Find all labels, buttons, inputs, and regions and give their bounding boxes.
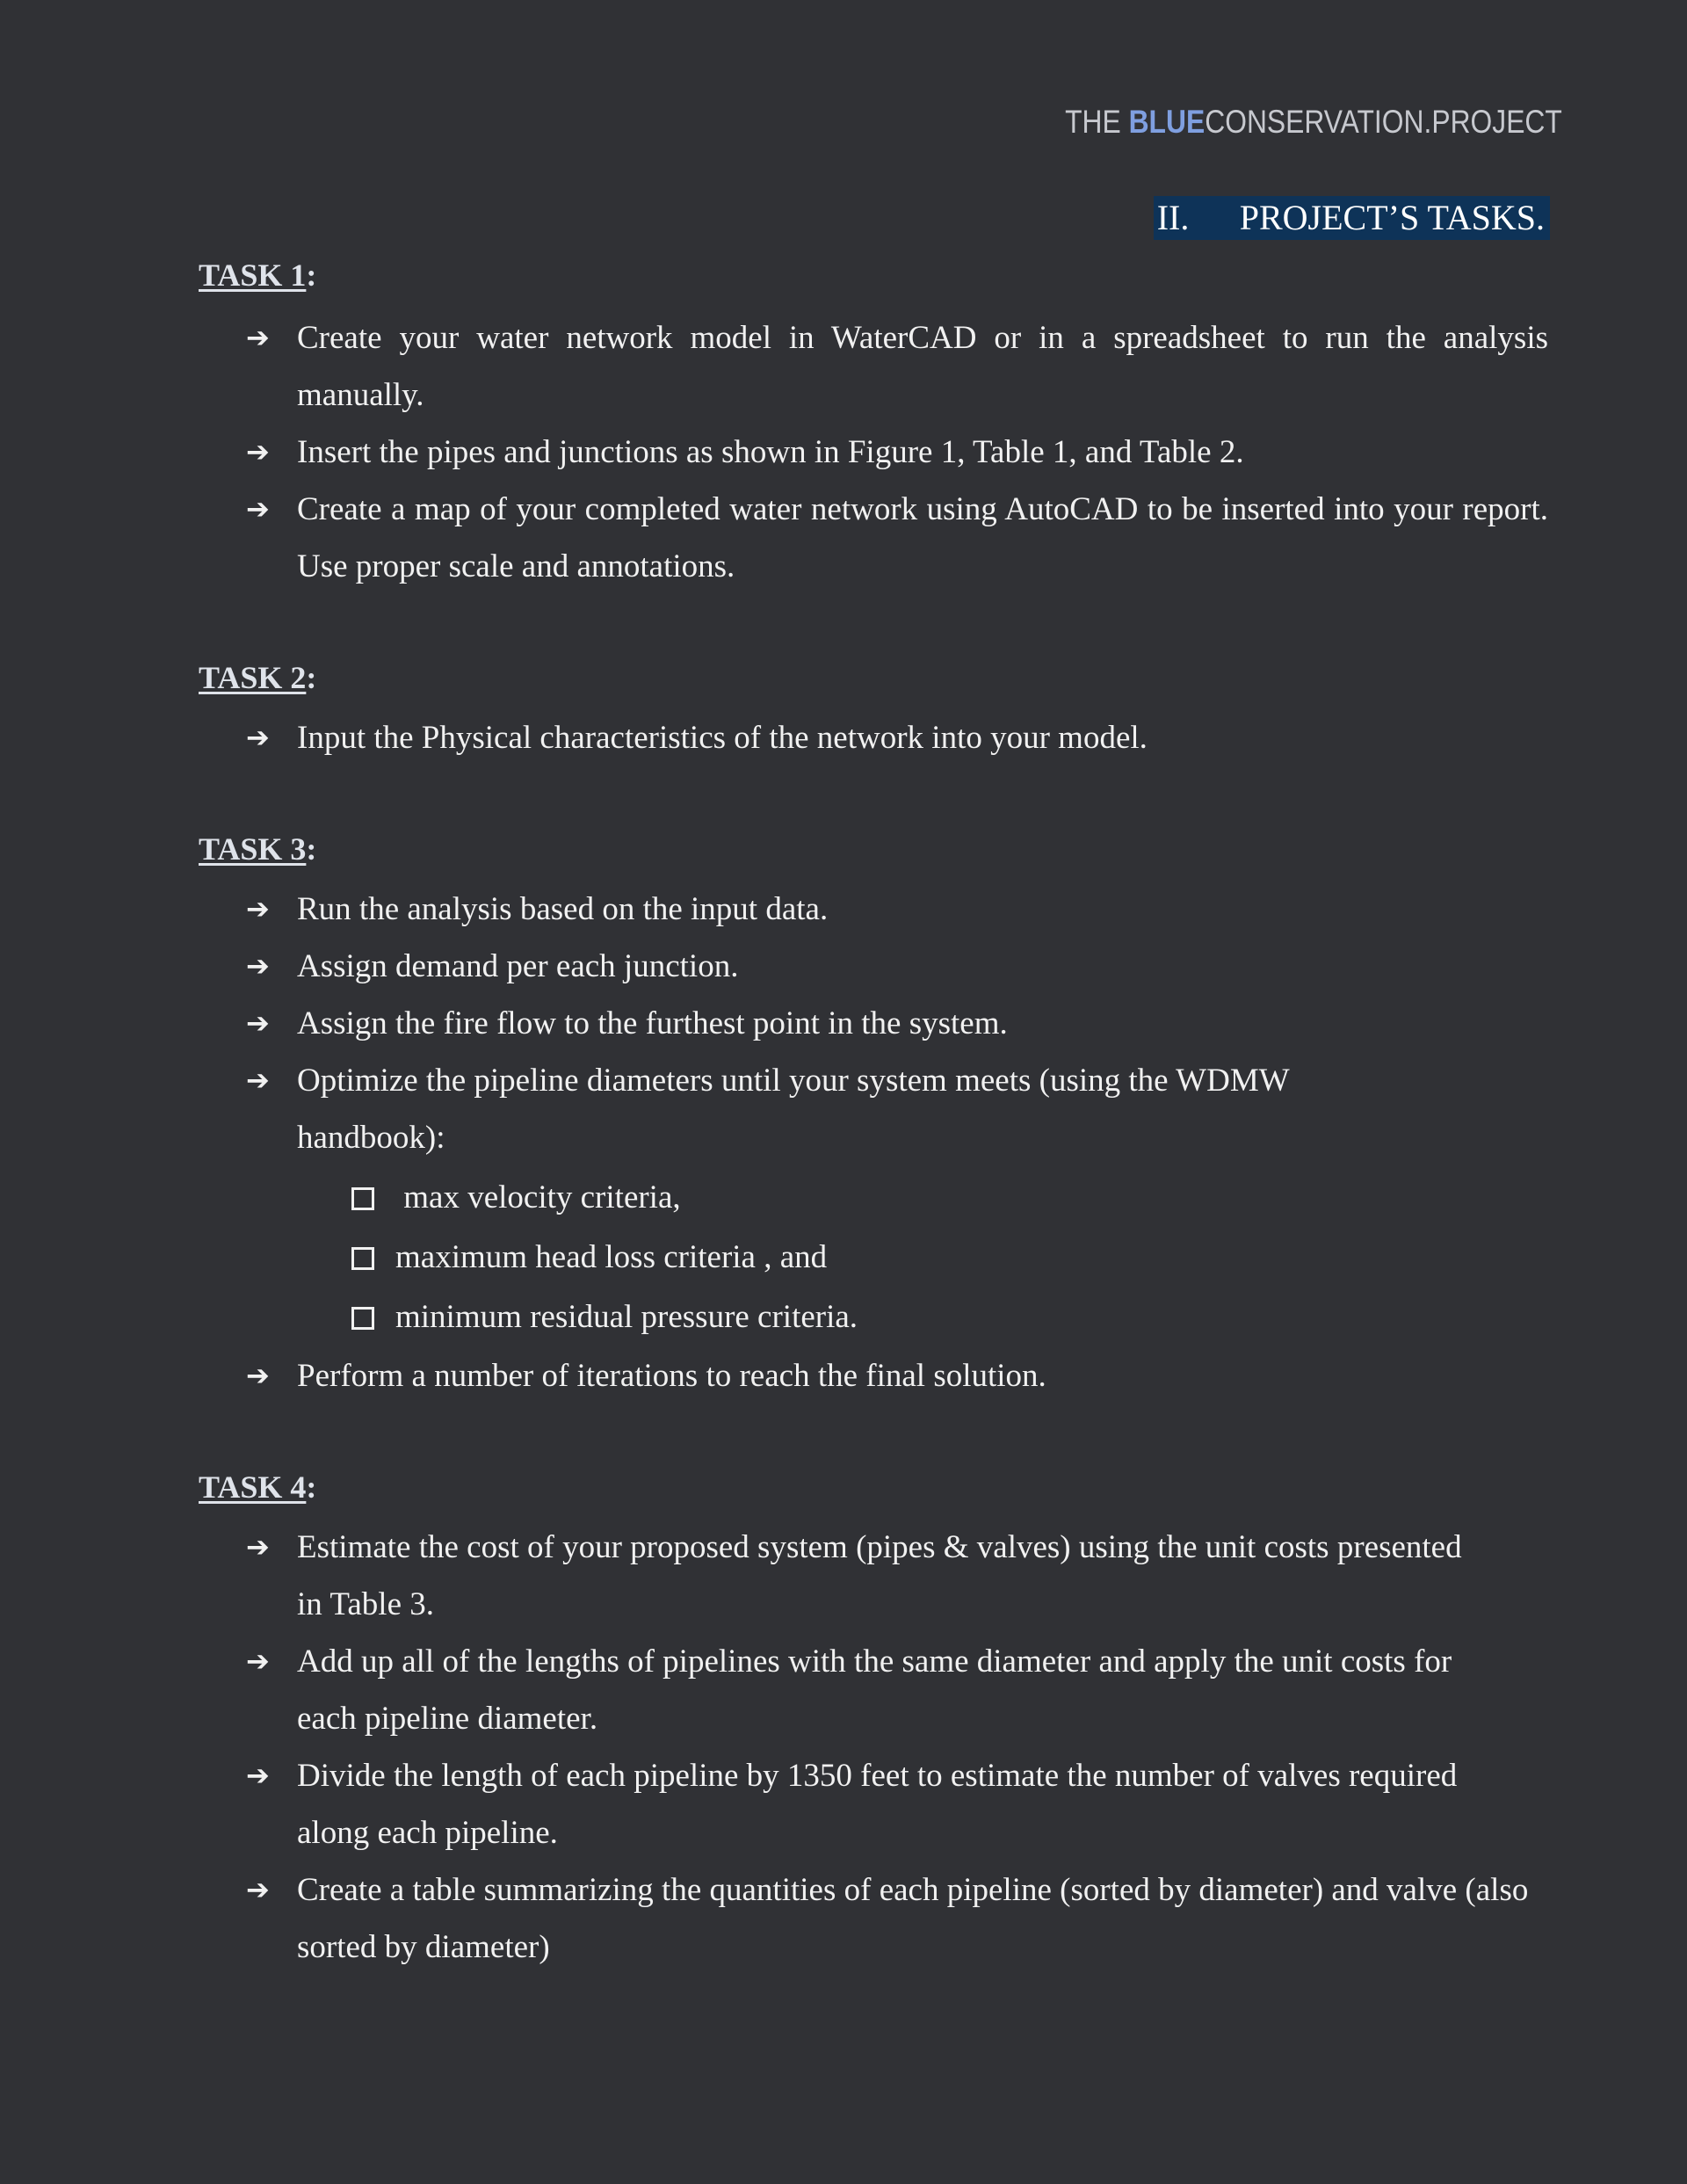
- task-2-colon: :: [306, 660, 317, 695]
- arrow-bullet-icon: ➔: [246, 1873, 270, 1906]
- task-4-heading: [199, 1469, 316, 1506]
- task-2-heading: [199, 659, 316, 696]
- arrow-bullet-icon: ➔: [246, 321, 270, 354]
- task-4-item-3-text: Divide the length of each pipeline by 1350 feet to estimate the number of valves required along each pipeline.: [297, 1758, 1458, 1851]
- arrow-bullet-icon: ➔: [246, 1006, 270, 1040]
- task-1-item-2-text: Insert the pipes and junctions as shown in Figure 1, Table 1, and Table 2.: [297, 434, 1244, 470]
- checkbox-icon: [351, 1187, 374, 1210]
- task-3-item-2-text: Assign demand per each junction.: [297, 948, 739, 984]
- task-3-item-3-text: Assign the fire flow to the furthest point in the system.: [297, 1005, 1008, 1041]
- task-2-item-1-text: Input the Physical characteristics of the network into your model.: [297, 720, 1148, 756]
- section-title-text: PROJECT’S TASKS.: [1239, 198, 1545, 237]
- task-4-colon: :: [306, 1469, 317, 1505]
- brand-prefix: THE: [1065, 104, 1129, 140]
- arrow-bullet-icon: ➔: [246, 1530, 270, 1564]
- task-3-item-1-text: Run the analysis based on the input data.: [297, 891, 829, 927]
- task-1-item-1-text: Create your water network model in WaterCAD or in a spreadsheet to run the analysis manually.: [297, 320, 1548, 413]
- task-4-item-4-text: Create a table summarizing the quantities of each pipeline (sorted by diameter) and valve (also sorted by diameter): [297, 1872, 1529, 1965]
- arrow-bullet-icon: ➔: [246, 1359, 270, 1392]
- task-3-item-5-text: Perform a number of iterations to reach the final solution.: [297, 1358, 1046, 1394]
- arrow-bullet-icon: ➔: [246, 1759, 270, 1792]
- arrow-bullet-icon: ➔: [246, 721, 270, 754]
- brand-logo: [1065, 104, 1562, 141]
- checkbox-icon: [351, 1307, 374, 1330]
- section-title: [1154, 196, 1550, 240]
- task-3-heading: [199, 831, 316, 867]
- arrow-bullet-icon: ➔: [246, 492, 270, 526]
- task-1-label: TASK 1: [199, 258, 307, 293]
- task-3-colon: :: [306, 831, 317, 867]
- task-2-label: TASK 2: [199, 660, 307, 695]
- task-3-item-4-text: Optimize the pipeline diameters until your system meets (using the WDMW handbook):: [297, 1063, 1289, 1156]
- checkbox-icon: [351, 1247, 374, 1270]
- criteria-item-1: [351, 1176, 681, 1220]
- criteria-item-3: [351, 1295, 858, 1339]
- criteria-item-2: [351, 1236, 827, 1280]
- criteria-item-2-text: maximum head loss criteria , and: [395, 1239, 828, 1275]
- task-1-item-3-text: Create a map of your completed water network using AutoCAD to be inserted into your report. Use proper scale and annotations.: [297, 491, 1548, 584]
- arrow-bullet-icon: ➔: [246, 435, 270, 468]
- criteria-item-1-text: max velocity criteria,: [395, 1179, 681, 1215]
- section-number: II.: [1156, 198, 1190, 237]
- arrow-bullet-icon: ➔: [246, 1644, 270, 1678]
- task-4-item-1-text: Estimate the cost of your proposed system (pipes & valves) using the unit costs presented in Table 3.: [297, 1529, 1462, 1622]
- task-4-label: TASK 4: [199, 1469, 307, 1505]
- arrow-bullet-icon: ➔: [246, 1063, 270, 1097]
- task-1-colon: :: [306, 258, 317, 293]
- criteria-item-3-text: minimum residual pressure criteria.: [395, 1299, 858, 1335]
- brand-blue: BLUE: [1128, 104, 1206, 140]
- arrow-bullet-icon: ➔: [246, 949, 270, 983]
- brand-suffix: CONSERVATION.PROJECT: [1205, 104, 1562, 140]
- task-3-label: TASK 3: [199, 831, 307, 867]
- arrow-bullet-icon: ➔: [246, 892, 270, 925]
- task-4-item-2-text: Add up all of the lengths of pipelines with the same diameter and apply the unit costs for each pipeline diameter.: [297, 1643, 1452, 1737]
- task-1-heading: [199, 257, 316, 294]
